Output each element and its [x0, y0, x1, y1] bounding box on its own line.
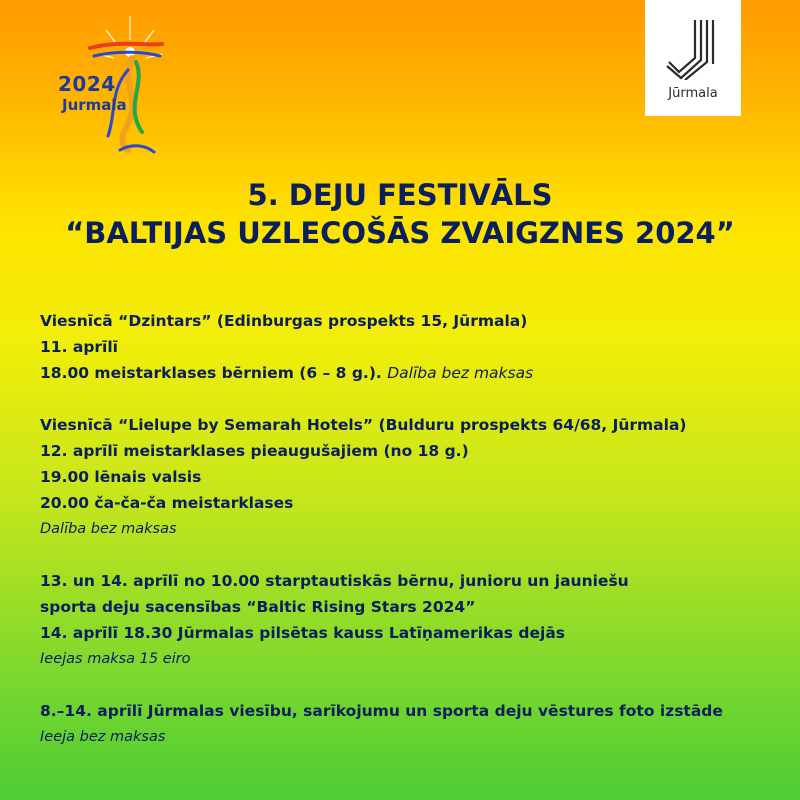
section3-line-1: 13. un 14. aprīlī no 10.00 starptautiskās bērnu, junioru un jauniešu: [40, 572, 629, 590]
section3-note: Ieejas maksa 15 eiro: [40, 651, 191, 667]
section1-event-row: [40, 360, 780, 386]
section4-line-1: 8.–14. aprīlī Jūrmalas viesību, sarīkojumu un sporta deju vēstures foto izstāde: [40, 702, 723, 720]
logo-year: 2024: [58, 72, 116, 96]
title-line-1: 5. DEJU FESTIVĀLS: [247, 178, 553, 212]
jurmala-logo: [645, 0, 741, 116]
section1-date: 11. aprīlī: [40, 338, 118, 356]
jurmala-logo-text: Jūrmala: [668, 86, 718, 101]
section4-note: Ieeja bez maksas: [40, 729, 166, 745]
section2-line-1: 12. aprīlī meistarklases pieaugušajiem (no 18 g.): [40, 442, 469, 460]
festival-logo: [50, 10, 200, 160]
section3-line-2: sporta deju sacensības “Baltic Rising Stars 2024”: [40, 598, 476, 616]
program-content: [40, 308, 780, 750]
jurmala-j-icon: [665, 14, 721, 80]
section1-venue: Viesnīcā “Dzintars” (Edinburgas prospekts 15, Jūrmala): [40, 312, 528, 330]
logo-city: Jurmala: [62, 96, 127, 114]
section1-event: 18.00 meistarklases bērniem (6 – 8 g.).: [40, 364, 382, 382]
section3-line-3: 14. aprīlī 18.30 Jūrmalas pilsētas kauss Latīņamerikas dejās: [40, 624, 566, 642]
section2-note: Dalība bez maksas: [40, 521, 177, 537]
title-line-2: “BALTIJAS UZLECOŠĀS ZVAIGZNES 2024”: [65, 216, 735, 250]
section2-venue: Viesnīcā “Lielupe by Semarah Hotels” (Bulduru prospekts 64/68, Jūrmala): [40, 416, 687, 434]
section2-line-2: 19.00 lēnais valsis: [40, 468, 202, 486]
section2-line-3: 20.00 ča-ča-ča meistarklases: [40, 494, 294, 512]
section1-event-note: Dalība bez maksas: [387, 364, 534, 382]
page-title: [0, 176, 800, 252]
